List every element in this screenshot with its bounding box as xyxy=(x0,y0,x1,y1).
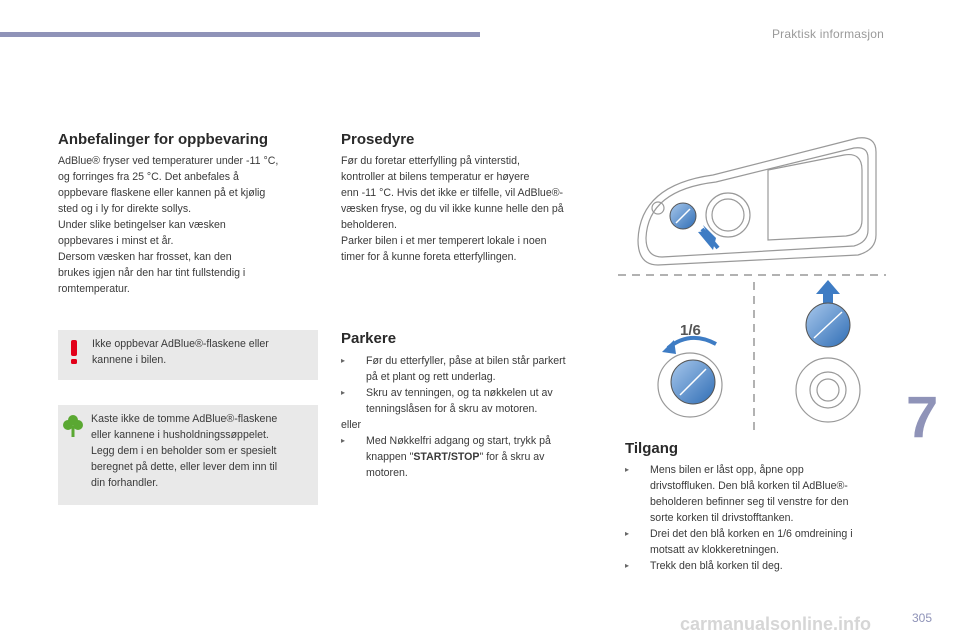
bullet-icon: ▸ xyxy=(341,436,346,445)
list-item xyxy=(341,353,606,385)
storage-line: Under slike betingelser kan væsken xyxy=(58,219,226,231)
chapter-number: 7 xyxy=(906,385,939,450)
cap-right-drawing xyxy=(796,303,860,422)
list-item-line: motsatt av klokkeretningen. xyxy=(650,544,779,556)
list-item-line: Trekk den blå korken til deg. xyxy=(650,560,783,572)
list-item-line: motoren. xyxy=(366,467,408,479)
procedure-line: timer for å kunne foreta etterfyllingen. xyxy=(341,251,517,263)
bullet-icon: ▸ xyxy=(341,388,346,397)
access-heading: Tilgang xyxy=(625,440,679,457)
list-item xyxy=(625,462,890,526)
list-item-line: Med Nøkkelfri adgang og start, trykk på xyxy=(366,435,551,447)
list-item xyxy=(625,558,890,574)
warning-line: kannene i bilen. xyxy=(92,354,167,366)
cap-left-drawing xyxy=(658,353,722,417)
list-item xyxy=(341,385,606,417)
or-text: eller xyxy=(341,419,362,431)
section-header: Praktisk informasjon xyxy=(771,27,884,41)
procedure-line: væsken fryse, og du vil ikke kunne helle den på xyxy=(341,203,564,215)
environment-line: eller kannene i husholdningssøppelet. xyxy=(91,429,269,441)
list-item-line: drivstoffluken. Den blå korken til AdBlue®- xyxy=(650,480,848,492)
environment-text xyxy=(91,411,313,491)
warning-line: Ikke oppbevar AdBlue®-flaskene eller xyxy=(92,338,269,350)
list-item-line: Skru av tenningen, og ta nøkkelen ut av xyxy=(366,387,553,399)
keyless-text: " for å skru av xyxy=(479,451,545,463)
list-item-line: sorte korken til drivstofftanken. xyxy=(650,512,794,524)
start-stop-label: START/STOP xyxy=(413,451,480,463)
environment-line: din forhandler. xyxy=(91,477,159,489)
list-item-line: Før du etterfyller, påse at bilen står parkert xyxy=(366,355,566,367)
storage-text xyxy=(58,153,318,297)
list-item-line: beholderen befinner seg til venstre for den xyxy=(650,496,849,508)
storage-line: brukes igjen når den har tint fullstendig i xyxy=(58,267,246,279)
procedure-line: enn -11 °C. Hvis det ikke er tilfelle, vil AdBlue®- xyxy=(341,187,564,199)
warning-notice xyxy=(58,330,318,380)
parking-heading: Parkere xyxy=(341,330,397,347)
list-item xyxy=(341,433,606,481)
bullet-icon: ▸ xyxy=(625,529,630,538)
pull-arrow-icon xyxy=(816,280,840,305)
storage-line: AdBlue® fryser ved temperaturer under -11 °C, xyxy=(58,155,279,167)
adblue-cap-illustration xyxy=(618,130,888,430)
environment-line: beregnet på dette, eller lever dem inn til xyxy=(91,461,278,473)
storage-line: sted og i ly for direkte sollys. xyxy=(58,203,192,215)
list-item-line xyxy=(366,449,606,465)
list-item-line: Drei det den blå korken en 1/6 omdreining i xyxy=(650,528,853,540)
storage-line: oppbevares i minst et år. xyxy=(58,235,174,247)
rotation-arc xyxy=(668,338,716,348)
keyless-list xyxy=(341,433,606,481)
bullet-icon: ▸ xyxy=(341,356,346,365)
procedure-line: kontroller at bilens temperatur er høyere xyxy=(341,171,530,183)
storage-line: oppbevare flaskene eller kannen på et kjølig xyxy=(58,187,266,199)
procedure-line: Før du foretar etterfylling på vinterstid, xyxy=(341,155,520,167)
page-number: 305 xyxy=(912,611,933,625)
rotation-arrow-icon xyxy=(662,340,676,354)
storage-line: Dersom væsken har frosset, kan den xyxy=(58,251,232,263)
rotation-label: 1/6 xyxy=(680,322,701,339)
bullet-icon: ▸ xyxy=(625,465,630,474)
procedure-text xyxy=(341,153,606,265)
environment-line: Kaste ikke de tomme AdBlue®-flaskene xyxy=(91,413,278,425)
storage-line: romtemperatur. xyxy=(58,283,130,295)
keyless-text: knappen " xyxy=(366,451,414,463)
warning-text xyxy=(92,336,312,368)
fuel-flap-drawing xyxy=(638,138,876,265)
parking-list xyxy=(341,353,606,417)
list-item-line: Mens bilen er låst opp, åpne opp xyxy=(650,464,804,476)
environment-notice xyxy=(58,405,318,505)
environment-line: Legg dem i en beholder som er spesielt xyxy=(91,445,277,457)
list-item xyxy=(625,526,890,558)
storage-heading: Anbefalinger for oppbevaring xyxy=(58,131,269,148)
list-item-line: tenningslåsen for å skru av motoren. xyxy=(366,403,538,415)
top-accent-bar xyxy=(0,32,480,37)
procedure-line: Parker bilen i et mer temperert lokale i noen xyxy=(341,235,547,247)
list-item-line: på et plant og rett underlag. xyxy=(366,371,496,383)
exclamation-icon xyxy=(67,339,81,365)
access-list xyxy=(625,462,890,574)
procedure-heading: Prosedyre xyxy=(341,131,415,148)
procedure-line: beholderen. xyxy=(341,219,397,231)
watermark: carmanualsonline.info xyxy=(680,614,872,634)
storage-line: og forringes fra 25 °C. Det anbefales å xyxy=(58,171,239,183)
tree-icon xyxy=(63,414,83,438)
blue-cap-top xyxy=(670,203,696,229)
bullet-icon: ▸ xyxy=(625,561,630,570)
